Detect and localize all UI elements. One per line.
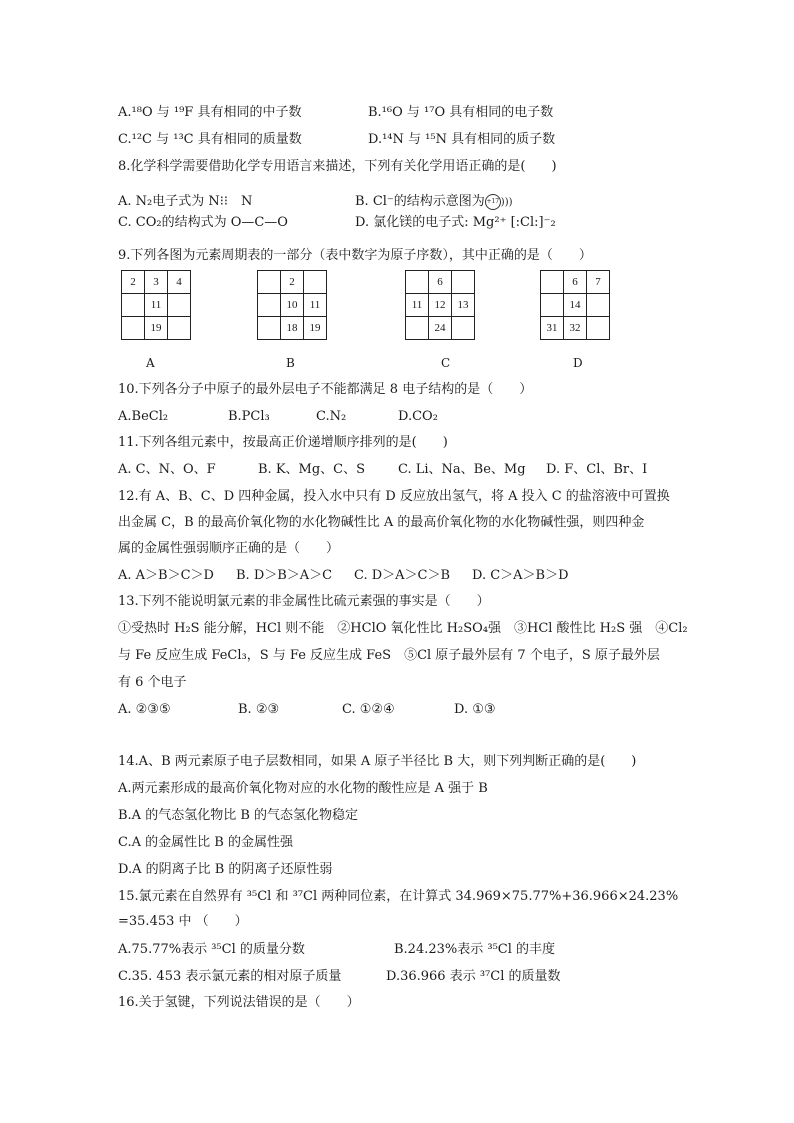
q13-line2: 与 Fe 反应生成 FeCl₃，S 与 Fe 反应生成 FeS ⑤Cl 原子最外层有 7 个电子，S 原子最外层 <box>118 648 660 663</box>
grid-cell: 24 <box>429 317 452 340</box>
grid-cell <box>452 317 475 340</box>
grid-cell <box>168 317 191 340</box>
q11-option-c: C. Li、Na、Be、Mg <box>398 462 526 477</box>
q10-option-d: D.CO₂ <box>398 409 438 424</box>
q9-label-c: C <box>441 356 451 370</box>
q14-option-c: C.A 的金属性比 B 的金属性强 <box>118 835 293 850</box>
grid-cell <box>406 317 429 340</box>
q15-option-c: C.35. 453 表示氯元素的相对原子质量 <box>118 969 342 984</box>
q13-stem: 13.下列不能说明氯元素的非金属性比硫元素强的事实是（ ） <box>118 594 490 609</box>
q13-option-a: A. ②③⑤ <box>118 702 171 717</box>
q15-line2: =35.453 中 （ ） <box>118 914 248 929</box>
grid-cell: 31 <box>541 317 564 340</box>
q11-options <box>118 461 647 479</box>
grid-cell: 18 <box>281 317 304 340</box>
q11-option-d: D. F、Cl、Br、I <box>546 462 648 477</box>
q9-table-d <box>540 270 610 340</box>
q11-option-b: B. K、Mg、C、S <box>258 462 366 477</box>
grid-cell: 11 <box>406 294 429 317</box>
q7-row1 <box>118 104 553 122</box>
grid-cell <box>122 317 145 340</box>
q13-option-c: C. ①②④ <box>342 702 395 717</box>
grid-cell <box>587 294 610 317</box>
q15-option-b: B.24.23%表示 ³⁵Cl 的丰度 <box>394 942 556 957</box>
q10-stem: 10.下列各分子中原子的最外层电子不能都满足 8 电子结构的是（ ） <box>118 382 533 397</box>
q10-option-c: C.N₂ <box>316 409 347 424</box>
q9-table-c <box>405 270 475 340</box>
q8-option-a: A. N₂电子式为 N⁝⁝ N <box>118 194 253 209</box>
grid-cell <box>258 294 281 317</box>
q13-line3: 有 6 个电子 <box>118 675 187 690</box>
electron-shell-arcs: ))) <box>500 197 513 208</box>
grid-cell: 2 <box>281 271 304 294</box>
cl-ion-structure-diagram: +17 <box>485 194 501 210</box>
q8-row2 <box>118 214 556 232</box>
q10-options <box>118 408 438 426</box>
grid-cell <box>587 317 610 340</box>
q7-row2 <box>118 131 555 149</box>
q14-option-b: B.A 的气态氢化物比 B 的气态氢化物稳定 <box>118 808 359 823</box>
q15-option-d: D.36.966 表示 ³⁷Cl 的质量数 <box>386 969 561 984</box>
q7-option-a: A.¹⁸O 与 ¹⁹F 具有相同的中子数 <box>118 105 302 120</box>
grid-cell <box>452 271 475 294</box>
q12-option-c: C. D＞A＞C＞B <box>354 568 451 583</box>
q14-stem: 14.A、B 两元素原子电子层数相同，如果 A 原子半径比 B 大，则下列判断正确的是( ) <box>118 754 637 769</box>
grid-cell: 3 <box>145 271 168 294</box>
q10-option-b: B.PCl₃ <box>228 409 270 424</box>
grid-cell: 11 <box>145 294 168 317</box>
q15-line1: 15.氯元素在自然界有 ³⁵Cl 和 ³⁷Cl 两种同位素，在计算式 34.969×75.77%+36.966×24.23% <box>118 889 679 904</box>
grid-cell <box>541 294 564 317</box>
grid-cell: 10 <box>281 294 304 317</box>
q8-option-b <box>355 193 513 212</box>
q10-option-a: A.BeCl₂ <box>118 409 169 424</box>
q12-option-a: A. A＞B＞C＞D <box>118 568 214 583</box>
q8-option-c: C. CO₂的结构式为 O—C—O <box>118 215 288 230</box>
q12-line2: 出金属 C，B 的最高价氧化物的水化物碱性比 A 的最高价氧化物的水化物碱性强，则四种金 <box>118 515 645 530</box>
grid-cell: 11 <box>304 294 327 317</box>
grid-cell: 4 <box>168 271 191 294</box>
grid-cell <box>258 317 281 340</box>
q9-label-b: B <box>286 356 295 370</box>
grid-cell: 14 <box>564 294 587 317</box>
q15-row2 <box>118 968 561 986</box>
grid-cell: 2 <box>122 271 145 294</box>
q13-options <box>118 701 496 719</box>
q11-stem: 11.下列各组元素中，按最高正价递增顺序排列的是( ) <box>118 435 448 450</box>
q9-table-a <box>121 270 191 340</box>
q9-stem: 9.下列各图为元素周期表的一部分（表中数字为原子序数），其中正确的是（ ） <box>118 248 592 263</box>
grid-cell: 19 <box>304 317 327 340</box>
q9-label-d: D <box>573 356 583 370</box>
grid-cell: 13 <box>452 294 475 317</box>
grid-cell <box>168 294 191 317</box>
grid-cell <box>541 271 564 294</box>
q12-option-b: B. D＞B＞A＞C <box>236 568 333 583</box>
grid-cell: 19 <box>145 317 168 340</box>
q12-line1: 12.有 A、B、C、D 四种金属，投入水中只有 D 反应放出氢气，将 A 投入 C 的盐溶液中可置换 <box>118 489 670 504</box>
q12-line3: 属的金属性强弱顺序正确的是（ ） <box>118 541 340 556</box>
q14-option-a: A.两元素形成的最高价氧化物对应的水化物的酸性应是 A 强于 B <box>118 781 488 796</box>
q11-option-a: A. C、N、O、F <box>118 462 216 477</box>
grid-cell <box>122 294 145 317</box>
grid-cell: 6 <box>564 271 587 294</box>
q8-row1 <box>118 193 513 212</box>
grid-cell <box>304 271 327 294</box>
q8-option-d: D. 氯化镁的电子式: Mg²⁺ [:Cl:]⁻₂ <box>355 215 556 230</box>
q9-label-a: A <box>146 356 155 370</box>
grid-cell: 7 <box>587 271 610 294</box>
q13-line1: ①受热时 H₂S 能分解，HCl 则不能 ②HClO 氧化性比 H₂SO₄强 ③HCl 酸性比 H₂S 强 ④Cl₂ <box>118 621 688 636</box>
q16-stem: 16.关于氢键，下列说法错误的是（ ） <box>118 995 360 1010</box>
q8-option-b-text: B. Cl⁻的结构示意图为 <box>355 194 485 209</box>
grid-cell: 6 <box>429 271 452 294</box>
grid-cell <box>406 271 429 294</box>
q7-option-c: C.¹²C 与 ¹³C 具有相同的质量数 <box>118 132 302 147</box>
grid-cell <box>258 271 281 294</box>
q15-row1 <box>118 941 555 959</box>
grid-cell: 12 <box>429 294 452 317</box>
q13-option-d: D. ①③ <box>454 702 496 717</box>
q12-option-d: D. C＞A＞B＞D <box>472 568 569 583</box>
q7-option-d: D.¹⁴N 与 ¹⁵N 具有相同的质子数 <box>368 132 556 147</box>
q13-option-b: B. ②③ <box>238 702 280 717</box>
grid-cell: 32 <box>564 317 587 340</box>
q15-option-a: A.75.77%表示 ³⁵Cl 的质量分数 <box>118 942 305 957</box>
q14-option-d: D.A 的阴离子比 B 的阴离子还原性弱 <box>118 862 333 877</box>
q12-options <box>118 567 569 585</box>
q9-table-b <box>257 270 327 340</box>
q8-stem: 8.化学科学需要借助化学专用语言来描述，下列有关化学用语正确的是( ) <box>118 159 557 174</box>
q7-option-b: B.¹⁶O 与 ¹⁷O 具有相同的电子数 <box>368 105 554 120</box>
